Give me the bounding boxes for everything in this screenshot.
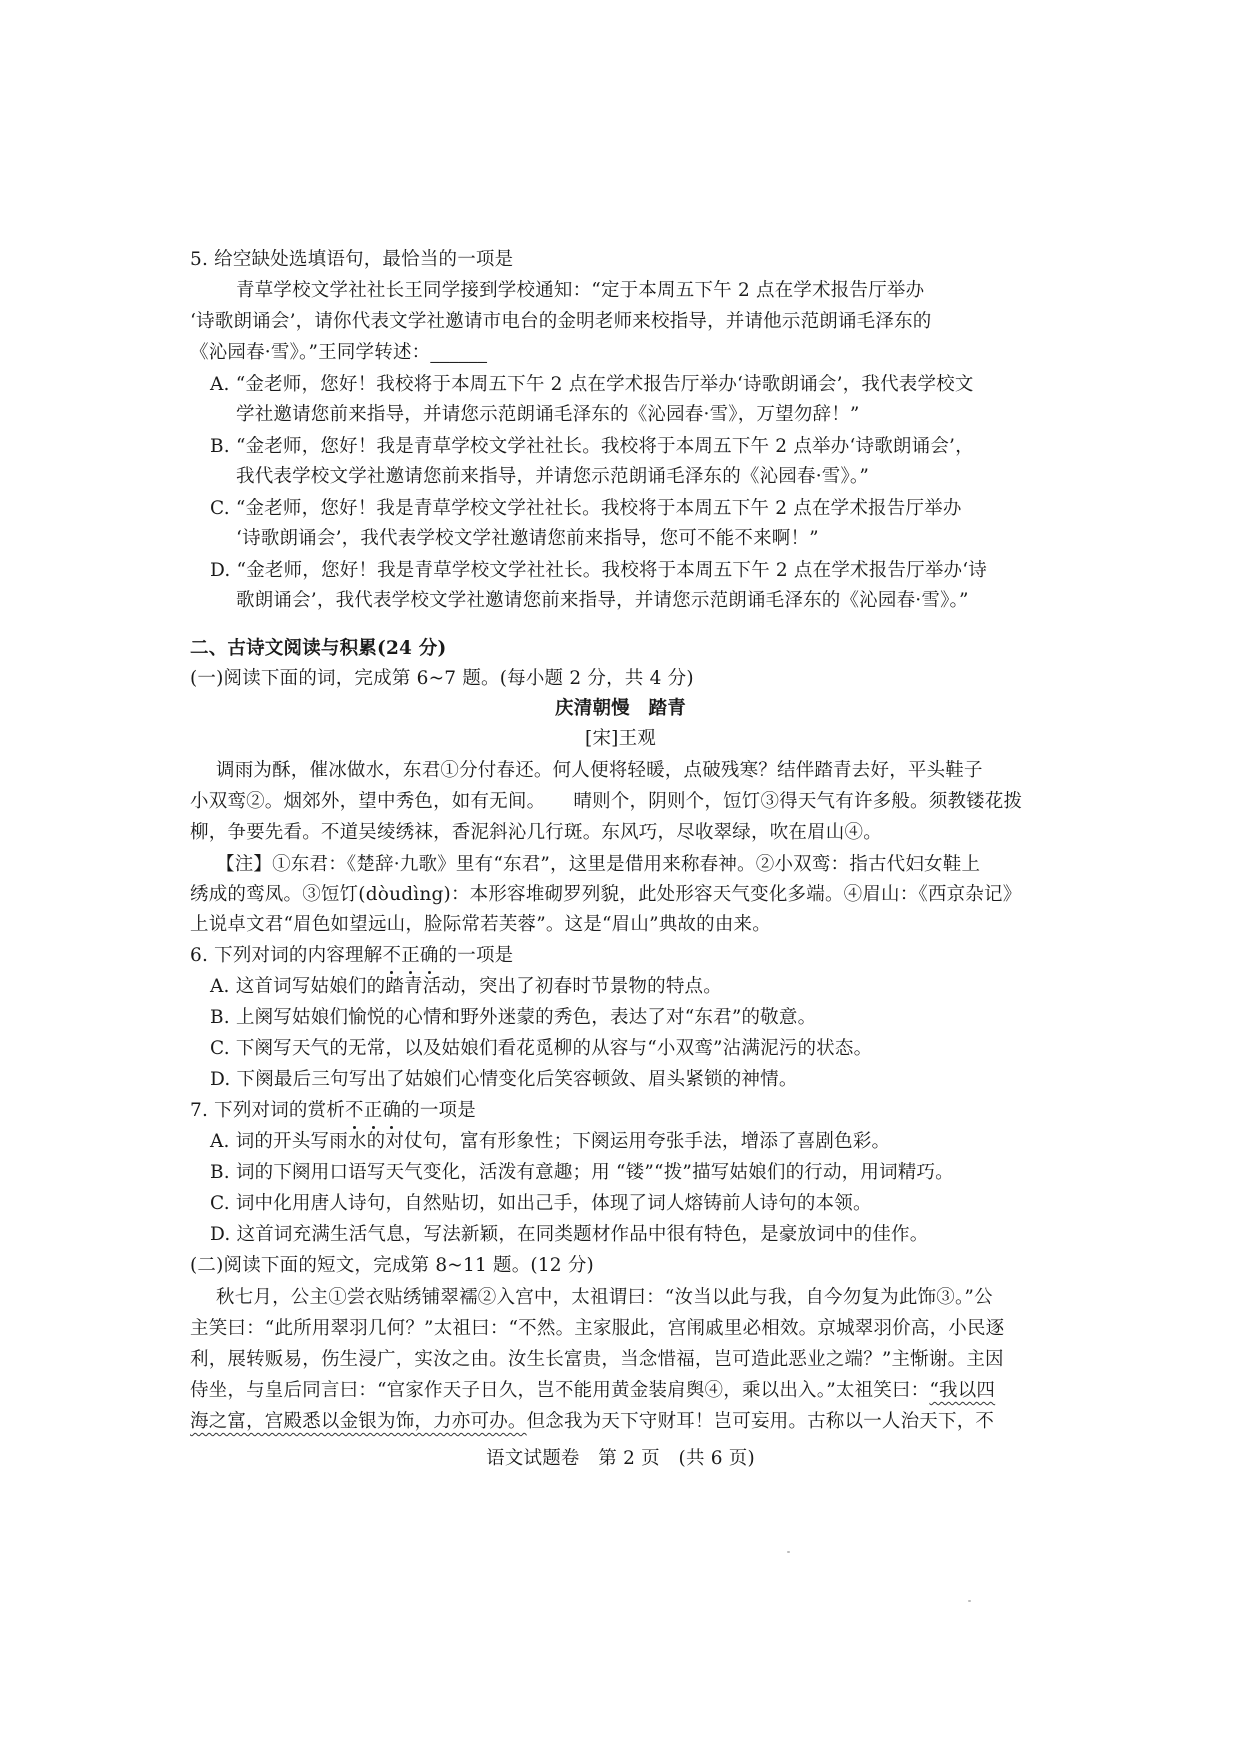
q5-passage-line: 青草学校文学社社长王同学接到学校通知：“定于本周五下午 2 点在学术报告厅举办 [236, 280, 925, 301]
q7-option-d: D. 这首词充满生活气息，写法新颖，在同类题材作品中很有特色，是豪放词中的佳作。 [210, 1224, 929, 1245]
emphasis-char: 不 [382, 943, 401, 969]
prose-underlined: “我以四 [929, 1380, 996, 1401]
section-title: 二、古诗文阅读与积累(24 分) [190, 638, 447, 659]
q5-option-c-cont: ‘诗歌朗诵会’，我代表学校文学社邀请您前来指导，您可不能不来啊！” [236, 528, 819, 549]
emphasis-char: 正 [401, 943, 420, 969]
prose-line: 利，展转贩易，伤生浸广，实汝之由。汝生长富贵，当念惜福，岂可造此恶业之端？”主惭谢。主因 [190, 1349, 1004, 1370]
poem-line: 调雨为酥，催冰做水，东君①分付春还。何人便将轻暖，点破残寒？结伴踏青去好，平头鞋子 [216, 760, 983, 781]
emphasis-char: 正 [364, 1098, 383, 1124]
poem-note: 上说卓文君“眉色如望远山，脸际常若芙蓉”。这是“眉山”典故的由来。 [190, 914, 771, 935]
poem-note: 【注】①东君：《楚辞·九歌》里有“东君”，这里是借用来称春神。②小双鸾：指古代妇女鞋上 [216, 854, 981, 875]
part2-intro: (二)阅读下面的短文，完成第 8~11 题。(12 分) [190, 1255, 594, 1276]
q5-passage-line: 《沁园春·雪》。”王同学转述：______ [190, 342, 488, 363]
q6-option-d: D. 下阕最后三句写出了姑娘们心情变化后笑容顿敛、眉头紧锁的神情。 [210, 1069, 798, 1090]
poem-author: [宋]王观 [585, 728, 656, 749]
q6-emphasis [382, 945, 438, 966]
q6-stem: 6. 下列对词的内容理解不正确的一项是 [190, 943, 513, 969]
prose-underlined: 海之富，宫殿悉以金银为饰，力亦可办。 [190, 1411, 527, 1432]
poem-line: 柳，争要先看。不道吴绫绣袜，香泥斜沁几行斑。东风巧，尽收翠绿，吹在眉山④。 [190, 822, 882, 843]
prose-line: 秋七月，公主①尝衣贴绣铺翠襦②入宫中，太祖谓曰：“汝当以此与我，自今勿复为此饰③。”公 [216, 1287, 993, 1308]
q5-option-d-cont: 歌朗诵会’，我代表学校文学社邀请您前来指导，并请您示范朗诵毛泽东的《沁园春·雪》。” [236, 590, 969, 611]
q5-option-d: D. “金老师，您好！我是青草学校文学社社长。我校将于本周五下午 2 点在学术报告厅举办‘诗 [210, 560, 988, 581]
q5-option-c: C. “金老师，您好！我是青草学校文学社社长。我校将于本周五下午 2 点在学术报告厅举办 [210, 498, 962, 519]
q6-option-a: A. 这首词写姑娘们的踏青活动，突出了初春时节景物的特点。 [210, 976, 722, 997]
emphasis-char: 不 [345, 1098, 364, 1124]
q7-option-c: C. 词中化用唐人诗句，自然贴切，如出己手，体现了词人熔铸前人诗句的本领。 [210, 1193, 872, 1214]
prose-line: 主笑曰：“此所用翠羽几何？”太祖曰：“不然。主家服此，宫闱戚里必相效。京城翠羽价高，小民逐 [190, 1318, 1005, 1339]
prose-line: 海之富，宫殿悉以金银为饰，力亦可办。但念我为天下守财耳！岂可妄用。古称以一人治天下，不 [190, 1411, 995, 1432]
scan-speck [787, 1551, 790, 1553]
q7-emphasis [345, 1100, 401, 1121]
q5-option-b-cont: 我代表学校文学社邀请您前来指导，并请您示范朗诵毛泽东的《沁园春·雪》。” [236, 466, 870, 487]
q5-option-a-cont: 学社邀请您前来指导，并请您示范朗诵毛泽东的《沁园春·雪》，万望勿辞！” [236, 404, 860, 425]
poem-line: 小双鸾②。烟郊外，望中秀色，如有无间。 晴则个，阴则个，饾饤③得天气有许多般。须教镂花拨 [190, 791, 1023, 812]
q6-option-b: B. 上阕写姑娘们愉悦的心情和野外迷蒙的秀色，表达了对“东君”的敬意。 [210, 1007, 817, 1028]
q5-passage-line: ‘诗歌朗诵会’，请你代表文学社邀请市电台的金明老师来校指导，并请他示范朗诵毛泽东的 [190, 311, 932, 332]
scan-speck [968, 1600, 971, 1602]
q7-option-b: B. 词的下阕用口语写天气变化，活泼有意趣；用 “镂”“拨”描写姑娘们的行动，用词精巧。 [210, 1162, 954, 1183]
part1-intro: (一)阅读下面的词，完成第 6~7 题。(每小题 2 分，共 4 分) [190, 668, 694, 689]
q5-stem: 5. 给空缺处选填语句，最恰当的一项是 [190, 249, 514, 270]
q7-stem: 7. 下列对词的赏析不正确的一项是 [190, 1098, 476, 1124]
prose-line: 侍坐，与皇后同言曰：“官家作天子日久，岂不能用黄金装肩舆④，乘以出入。”太祖笑曰：“我以四 [190, 1380, 996, 1401]
q5-blank: ______ [430, 342, 488, 363]
poem-title: 庆清朝慢 踏青 [555, 698, 686, 719]
emphasis-char: 确 [420, 943, 439, 969]
page-footer: 语文试题卷 第 2 页 (共 6 页) [486, 1448, 755, 1469]
q7-option-a: A. 词的开头写雨水的对仗句，富有形象性；下阕运用夸张手法，增添了喜剧色彩。 [210, 1131, 891, 1152]
q6-option-c: C. 下阕写天气的无常，以及姑娘们看花觅柳的从容与“小双鸾”沾满泥污的状态。 [210, 1038, 873, 1059]
q5-option-a: A. “金老师，您好！我校将于本周五下午 2 点在学术报告厅举办‘诗歌朗诵会’，我代表学校文 [210, 374, 974, 395]
emphasis-char: 确 [382, 1098, 401, 1124]
q5-option-b: B. “金老师，您好！我是青草学校文学社社长。我校将于本周五下午 2 点举办‘诗歌朗诵会’， [210, 436, 974, 457]
poem-note: 绣成的鸾凤。③饾饤(dòudìng)：本形容堆砌罗列貌，此处形容天气变化多端。④眉山：《西京杂记》 [190, 884, 1022, 905]
